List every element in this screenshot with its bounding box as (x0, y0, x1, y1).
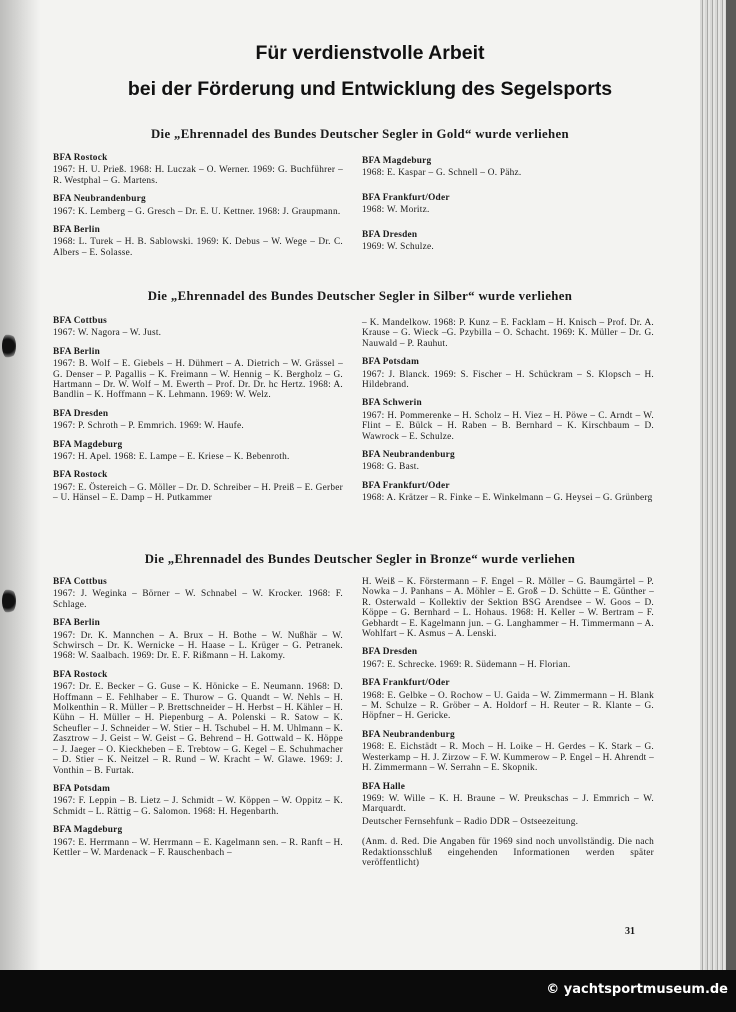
award-entry (362, 678, 654, 722)
gold-right-column (362, 156, 654, 266)
district-name: BFA Dresden (362, 647, 418, 658)
recipients-text: 1967: H. Pommerenke – H. Scholz – H. Viez – H. Pöwe – C. Arndt – W. Flint – E. Bülck – H. Raben – B. Bernhard – K. Kirschbaum – D. Wawrock – E. Schulze. (362, 410, 654, 442)
recipients-text: 1967: E. Östereich – G. Möller – Dr. D. Schreiber – H. Preiß – E. Gerber – U. Hänsel – E. Damp – H. Putkammer (53, 482, 343, 504)
recipients-text: 1968: E. Gelbke – O. Rochow – U. Gaida – W. Zimmermann – H. Blank – M. Schulze – R. Gröber – A. Holdorf – H. Reuter – R. Klante – G. Höpfner – H. Gericke. (362, 690, 654, 722)
district-name: BFA Berlin (53, 225, 101, 236)
district-name: BFA Potsdam (362, 357, 420, 368)
award-entry (362, 481, 654, 504)
award-entry (362, 782, 654, 815)
award-entry (53, 618, 343, 662)
recipients-text: H. Weiß – K. Förstermann – F. Engel – R. Möller – G. Baumgärtel – P. Nowka – J. Panhans – A. Möhler – E. Groß – D. Schütte – E. Günther – R. Osterwald – Kollektiv der Sektion BSG Arendsee – W. Goos – D. Köppe – G. Bernhard – L. Hohaus. 1968: H. Keller – W. Bertram – F. Gebhardt – E. Kagelmann jun. – G. Langhammer – H. Timmermann – A. Wohlfart – K. Asmus – A. Lenski. (362, 577, 654, 640)
district-name: BFA Rostock (53, 153, 108, 163)
binder-hole (2, 588, 16, 614)
award-entry-continuation (362, 577, 654, 639)
book-cover-edge (726, 0, 736, 970)
award-entry (362, 647, 654, 670)
award-entry (362, 398, 654, 442)
award-entry (53, 470, 343, 503)
award-entry (362, 230, 654, 253)
section-heading-silver: Die „Ehrennadel des Bundes Deutscher Segler in Silber“ wurde verliehen (147, 289, 573, 303)
award-entry (53, 316, 343, 339)
page-title-line-2: bei der Förderung und Entwicklung des Segelsports (127, 78, 613, 100)
recipients-text: 1967: P. Schroth – P. Emmrich. 1969: W. Haufe. (53, 421, 244, 432)
award-entry (362, 193, 654, 216)
recipients-text: 1968: L. Turek – H. B. Sablowski. 1969: K. Debus – W. Wege – Dr. C. Albers – E. Solasse. (53, 237, 343, 258)
award-entry (53, 577, 343, 610)
district-name: BFA Magdeburg (53, 825, 123, 836)
award-entry (362, 156, 654, 179)
award-entry (362, 357, 654, 390)
recipients-text: 1967: E. Schrecke. 1969: R. Südemann – H. Florian. (362, 659, 571, 670)
recipients-text: 1967: H. U. Prieß. 1968: H. Luczak – O. Werner. 1969: G. Buchführer – R. Westphal – G. Martens. (53, 165, 343, 186)
gold-left-column (53, 153, 343, 266)
page-number: 31 (625, 926, 635, 937)
award-entry (362, 730, 654, 774)
recipients-text: 1967: Dr. K. Mannchen – A. Brux – H. Bothe – W. Nußhär – W. Schwirsch – Dr. K. Wernicke – H. Haase – L. Krüger – G. Petranek. 1968: W. Saalbach. 1969: Dr. E. F. Rißmann – H. Lakomy. (53, 630, 343, 662)
district-name: BFA Halle (362, 781, 406, 792)
editor-note: (Anm. d. Red. Die Angaben für 1969 sind noch unvollständig. Die nach Redaktionsschluß eingehenden Informationen werden später veröffentlicht) (362, 837, 654, 868)
bronze-right-column (362, 577, 654, 868)
silver-right-column (362, 318, 654, 512)
award-entry (53, 784, 343, 817)
district-name: BFA Magdeburg (362, 156, 432, 166)
recipients-text: 1967: F. Leppin – B. Lietz – J. Schmidt – W. Köppen – W. Oppitz – K. Schmidt – L. Rättig – G. Salomon. 1968: H. Hegenbarth. (53, 796, 343, 817)
recipients-text: 1967: H. Apel. 1968: E. Lampe – E. Kriese – K. Bebenroth. (53, 452, 290, 463)
recipients-text: 1968: W. Moritz. (362, 205, 430, 216)
section-heading-bronze: Die „Ehrennadel des Bundes Deutscher Segler in Bronze“ wurde verliehen (144, 552, 576, 566)
page-title-line-1: Für verdienstvolle Arbeit (255, 42, 485, 64)
district-name: BFA Neubrandenburg (362, 729, 455, 740)
district-name: BFA Potsdam (53, 783, 111, 794)
recipients-text: 1969: W. Schulze. (362, 242, 434, 253)
recipients-text: 1967: Dr. E. Becker – G. Guse – K. Hönicke – E. Neumann. 1968: D. Hoffmann – E. Fehlhaber – E. Thurow – G. Quandt – W. Nehls – H. Molkenthin – R. Müller – P. Brettschneider – H. Herbst – H. Kähler – H. Kühn – H. Müller – H. Piepenburg – A. Polenski – R. Satow – K. Scheufler – J. Schneider – W. Stier – H. Tschubel – H. M. Uhlmann – K. Zasztrow – J. Geist – W. Geist – G. Behrend – H. Gottwald – K. Höppe – J. Jaeger – O. Kieckheben – E. Trebtow – G. Kegel – E. Schuhmacher – D. Stier – K. Neitzel – R. Rund – W. Kracht – W. Glawe. 1969: J. Vonthin – B. Furtak. (53, 682, 343, 776)
award-entry (53, 153, 343, 186)
district-name: BFA Frankfurt/Oder (362, 678, 450, 689)
recipients-text: 1968: A. Krätzer – R. Finke – E. Winkelmann – G. Heysei – G. Grünberg (362, 493, 653, 504)
recipients-text: 1967: J. Weginka – Börner – W. Schnabel – W. Krocker. 1968: F. Schlage. (53, 589, 343, 610)
recipients-text: 1969: W. Wille – K. H. Braune – W. Preukschas – J. Emmrich – W. Marquardt. (362, 793, 654, 815)
district-name: BFA Frankfurt/Oder (362, 192, 450, 203)
recipients-text: 1967: W. Nagora – W. Just. (53, 328, 162, 339)
recipients-text: 1967: B. Wolf – E. Giebels – H. Dühmert – A. Dietrich – W. Grässel – G. Denser – P. Pagallis – K. Freimann – W. Hennig – K. Bergholz – G. Hartmann – Dr. W. Wolf – M. Ewerth – Prof. Dr. Dr. hc Hertz. 1968: A. Bandlin – K. Hoffmann – K. Lehmann. 1969: W. Welz. (53, 359, 343, 401)
media-recipients: Deutscher Fernsehfunk – Radio DDR – Ostseezeitung. (362, 816, 579, 827)
section-heading-gold: Die „Ehrennadel des Bundes Deutscher Segler in Gold“ wurde verliehen (150, 127, 570, 141)
award-entry (362, 450, 654, 473)
recipients-text: 1968: G. Bast. (362, 462, 420, 473)
district-name: BFA Neubrandenburg (362, 450, 455, 461)
binder-hole (2, 333, 16, 359)
page-gutter-shadow (0, 0, 40, 970)
district-name: BFA Berlin (53, 346, 101, 357)
district-name: BFA Frankfurt/Oder (362, 480, 450, 491)
award-entry (53, 347, 343, 401)
award-entry (53, 825, 343, 858)
recipients-text: 1967: J. Blanck. 1969: S. Fischer – H. Schückram – S. Klopsch – H. Hildebrand. (362, 369, 654, 391)
recipients-text: 1968: E. Eichstädt – R. Moch – H. Loike – H. Gerdes – K. Stark – G. Westerkamp – H. J. Zirzow – F. W. Kummerow – P. Engel – H. Ahrendt – H. Zimmermann – W. Serrahn – E. Skopnik. (362, 742, 654, 774)
recipients-text: – K. Mandelkow. 1968: P. Kunz – E. Facklam – H. Knisch – Prof. Dr. A. Krause – G. Wieck –G. Pzybilla – O. Schacht. 1969: K. Müller – Dr. G. Nauwald – P. Rauhut. (362, 318, 654, 349)
district-name: BFA Cottbus (53, 316, 107, 326)
award-entry (53, 194, 343, 217)
recipients-text: 1967: K. Lemberg – G. Gresch – Dr. E. U. Kettner. 1968: J. Graupmann. (53, 206, 341, 217)
award-entry (53, 670, 343, 776)
silver-left-column (53, 316, 343, 512)
district-name: BFA Rostock (53, 470, 108, 481)
award-entry (53, 409, 343, 432)
bronze-left-column (53, 577, 343, 866)
district-name: BFA Neubrandenburg (53, 194, 146, 205)
copyright-watermark: © yachtsportmuseum.de (546, 982, 728, 997)
recipients-text: 1967: E. Herrmann – W. Herrmann – E. Kagelmann sen. – R. Ranft – H. Kettler – W. Mardenack – F. Rauschenbach – (53, 837, 343, 858)
district-name: BFA Dresden (362, 229, 418, 240)
district-name: BFA Dresden (53, 408, 109, 419)
district-name: BFA Berlin (53, 618, 101, 629)
district-name: BFA Cottbus (53, 577, 107, 587)
district-name: BFA Rostock (53, 669, 108, 680)
award-entry-continuation (362, 318, 654, 349)
district-name: BFA Magdeburg (53, 439, 123, 450)
district-name: BFA Schwerin (362, 398, 422, 409)
award-entry (53, 225, 343, 258)
award-entry (53, 440, 343, 463)
recipients-text: 1968: E. Kaspar – G. Schnell – O. Pähz. (362, 168, 522, 179)
